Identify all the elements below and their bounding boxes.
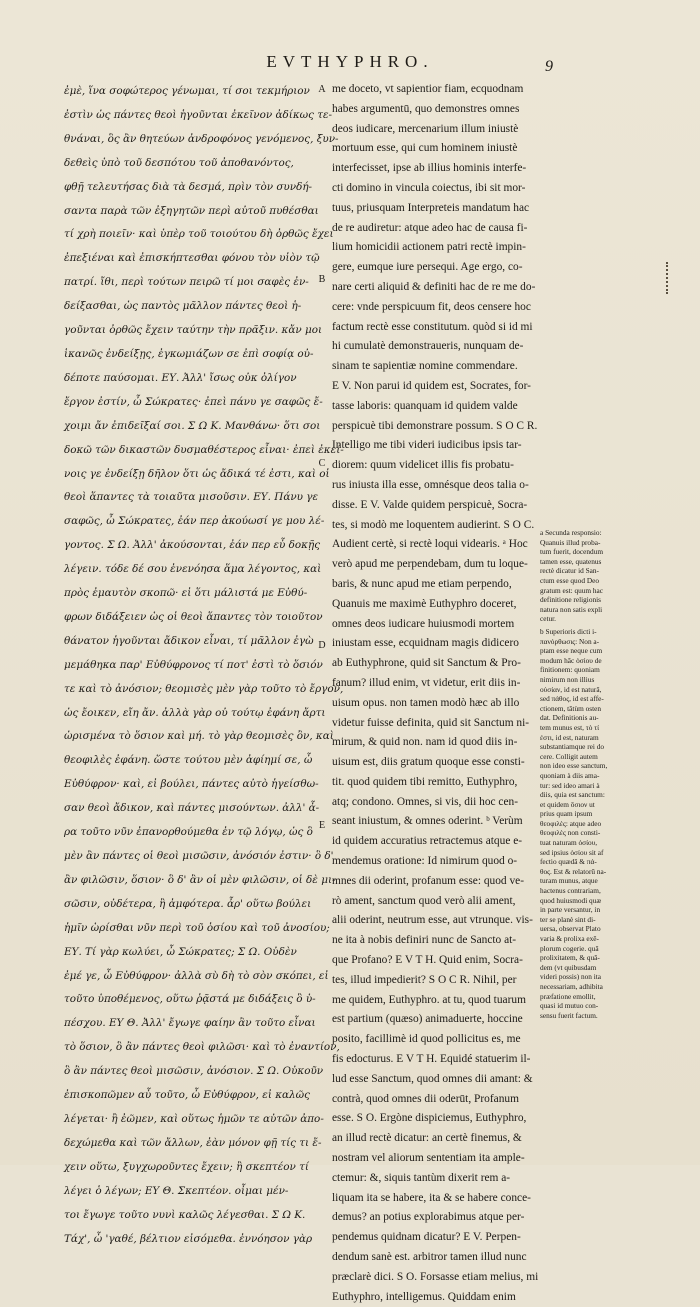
running-title: EVTHYPHRO. <box>266 52 434 71</box>
latin-text-line: videtur fuisse definita, quid sit Sanctum ni- <box>332 716 530 729</box>
latin-text-line: nostram vel aliorum sententiam ita ample- <box>332 1152 525 1165</box>
latin-text-line: tes, si modò me loquentem audierint. S O C. <box>332 518 535 531</box>
greek-text-line: ἐπεξιέναι καὶ ἐπισκήπτεσθαι φόνου τὸν υἱὸν τῷ <box>64 252 320 265</box>
latin-text-line: dendum sanè est. arbitror tamen illud nunc <box>332 1251 527 1264</box>
greek-text-line: μὲν ἂν πάντες οἱ θεοὶ μισῶσιν, ἀνόσιόν ἐστιν· ὃ δ' <box>64 850 334 862</box>
latin-text-column <box>332 80 539 1307</box>
margin-note-line: et quidem ὅσιον ut <box>540 799 595 809</box>
greek-text-line: δείξασθαι, ὡς παντὸς μᾶλλον πάντες θεοὶ ἡ- <box>64 300 302 313</box>
latin-text-line: præclarè dici. S O. Forsasse etiam melius, mi <box>332 1270 539 1283</box>
greek-text-line: ἱκανῶς ἐνδείξῃς, ἐγκωμιάζων σε ἐπὶ σοφίᾳ οὐ- <box>64 347 314 360</box>
margin-note-line: prolixitatem, & quā- <box>540 953 600 963</box>
margin-note-line: varia & prolixa exē- <box>540 934 599 943</box>
greek-text-line: ὃ ἂν πάντες θεοὶ μισῶσιν, ἀνόσιον. Σ Ω. Οὐκοῦν <box>64 1065 324 1078</box>
margin-note-line: quoniam à diis ama- <box>540 770 600 780</box>
margin-note-line: tem munus est, τὸ τί <box>540 722 600 732</box>
margin-note-line: Quanuis illud proba- <box>540 537 601 547</box>
latin-text-line: id quidem accuratius retractemus atque e- <box>332 835 523 848</box>
section-letter-a: A <box>318 84 326 95</box>
margin-note-line: θεοφιλὲς non consti- <box>540 828 601 838</box>
latin-text-line: de re audiretur: atque adeo hac de causa fi- <box>332 221 528 234</box>
greek-text-line: ΕΥ. Τί γὰρ κωλύει, ὦ Σώκρατες; Σ Ω. Οὐδὲν <box>64 945 297 958</box>
greek-text-line: μεμάθηκα παρ' Εὐθύφρονος τί ποτ' ἐστὶ τὸ ὅσιόν <box>64 658 323 671</box>
greek-text-line: λέγειν. τόδε δέ σου ἐνενόησα ἅμα λέγοντος, καὶ <box>64 563 322 576</box>
latin-text-line: diorem: quum videlicet illis fis probatu- <box>332 459 514 472</box>
latin-text-line: uisum est, diis gratum quoque esse consti- <box>332 756 525 769</box>
latin-text-line: Intelligo me tibi videri iudicibus ipsis tar- <box>332 439 522 452</box>
greek-text-line: γοῦνται ὀρθῶς ἔχειν ταύτην τὴν πρᾶξιν. κἄν μοι <box>64 324 323 337</box>
latin-text-line: posito, facillimè id quod pollicitus es, me <box>332 1033 521 1046</box>
margin-note-line: quod huiusmodi quæ <box>540 895 602 905</box>
latin-text-line: Audient certè, si rectè loqui videaris. ᵃ Hoc <box>332 538 528 551</box>
margin-note-line: πανόρθωσις: Non a- <box>540 636 600 646</box>
latin-text-line: cere: vnde perspicuum fit, deos censere hoc <box>332 300 531 313</box>
greek-text-line: θάνατον ἡγοῦνται ἄδικον εἶναι, τί μᾶλλον ἐγὼ <box>64 634 314 647</box>
latin-text-line: me quidem, Euthyphro. at tu, quod tuarum <box>332 993 526 1006</box>
latin-text-line: interfecisset, ipse ab illius hominis interfe- <box>332 162 527 175</box>
latin-text-line: ne ita à nobis definiri nunc de Sancto at- <box>332 934 517 947</box>
greek-text-line: πατρί. ἴθι, περὶ τούτων πειρῶ τί μοι σαφὲς ἐν- <box>64 276 309 289</box>
margin-note-line: dem (vt quibusdam <box>540 962 597 972</box>
margin-note-line: non ideo esse sanctum, <box>540 761 608 771</box>
latin-text-line: lud esse Sanctum, quod omnes dii amant: & <box>332 1072 533 1085</box>
margin-note-b <box>540 627 645 1020</box>
margin-note-line: cetur. <box>540 614 557 624</box>
margin-note-line: dat. Definitionis au- <box>540 713 599 723</box>
margin-note-line: ptam esse neque cum <box>540 646 603 656</box>
greek-text-line: σαν θεοὶ ἄδικον, καὶ πάντες μισούντων. ἀλλ' ἆ- <box>64 802 320 815</box>
greek-text-line: τοῦτο ὑποθέμενος, οὕτω ῥᾷστά με διδάξεις ὃ ὑ- <box>64 993 316 1006</box>
latin-text-line: factum rectè esse constitutum. quòd si id mi <box>332 320 533 333</box>
margin-note-line: tuat naturam ὁσίου, <box>540 838 598 848</box>
latin-text-line: seant iniustum, & omnes oderint. ᵇ Verùm <box>332 815 523 828</box>
greek-text-line: Εὐθύφρον· καὶ, εἰ βούλει, πάντες αὐτὸ ἡγείσθω- <box>64 778 319 791</box>
margin-note-line: præfatione emollit, <box>540 991 596 1001</box>
margin-note-line: prius quam ipsum <box>540 809 593 819</box>
latin-text-line: Quanuis me maximè Euthyphro doceret, <box>332 597 517 610</box>
margin-note-line: modum hāc ὁσίου de <box>540 655 602 665</box>
latin-text-line: alii oderint, neutrum esse, aut vtrunque. vis- <box>332 914 533 927</box>
margin-note-line: nimirum non illius <box>540 674 595 684</box>
margin-note-line: sed πάθος, id est affe- <box>540 694 604 704</box>
margin-mark <box>666 262 670 294</box>
greek-text-line: θνάναι, ὃς ἂν θητεύων ἀνδροφόνος γενόμενος, ξυν- <box>64 132 339 145</box>
margin-note-line: tur: sed ideo amari à <box>540 780 600 790</box>
latin-text-line: que Profano? E V T H. Quid enim, Socra- <box>332 954 523 967</box>
latin-text-line: rò ament, sanctum quod verò alii ament, <box>332 894 516 907</box>
greek-text-line: πρὸς ἐμαυτὸν σκοπῶ· εἰ ὅτι μάλιστά με Εὐθύ- <box>64 587 308 600</box>
greek-text-line: φρων διδάξειεν ὡς οἱ θεοὶ ἅπαντες τὸν τοιοῦτον <box>64 610 323 623</box>
greek-text-line: χειν οὕτω, ξυγχωροῦντες ἔχειν; ἢ σκεπτέον τί <box>64 1160 309 1173</box>
latin-text-line: verò apud me perpendebam, dum tu loque- <box>332 558 528 571</box>
margin-note-line: tum fuerit, docendum <box>540 547 604 557</box>
latin-text-line: tit. quod quidem tibi remitto, Euthyphro, <box>332 775 518 788</box>
margin-note-line: tamen esse, quatenus <box>540 556 602 566</box>
latin-text-line: me doceto, vt sapientior fiam, ecquodnam <box>332 83 524 95</box>
latin-text-line: pendemus quidnam dicatur? E V. Perpen- <box>332 1231 521 1244</box>
greek-text-line: δοκῶ τῶν δικαστῶν δυσμαθέστερος εἶναι· ἐπεὶ ἐκεί- <box>64 443 344 456</box>
latin-text-line: ctemur: &, siquis tantùm dixerit rem a- <box>332 1171 511 1184</box>
greek-text-line: ἔργον ἐστίν, ὦ Σώκρατες· ἐπεὶ πάνυ γε σαφῶς ἔ- <box>64 395 323 408</box>
margin-note-line: sed ipsius ὁσίου sit af <box>540 847 604 857</box>
margin-note-a <box>540 528 645 624</box>
section-letter-c: C <box>318 458 326 469</box>
latin-text-line: ab Euthyphrone, quid sit Sanctum & Pro- <box>332 657 521 670</box>
greek-text-column <box>64 80 344 1251</box>
margin-note-line: natura non satis expli <box>540 604 603 614</box>
greek-text-line: χοιμι ἄν ἐπιδεῖξαί σοι. Σ Ω Κ. Μανθάνω· ὅτι σοι <box>64 419 321 432</box>
margin-note-line: sensu fuerit factum. <box>540 1010 598 1020</box>
latin-text-line: perspicuè tibi demonstrare possum. S O C R. <box>332 419 538 432</box>
margin-note-line: οὐσίαν, id est naturā, <box>540 684 602 694</box>
latin-text-line: cti domino in vincula coiectus, ibi sit mor- <box>332 181 526 194</box>
greek-text-line: ἡμῖν ὡρίσθαι νῦν περὶ τοῦ ὁσίου καὶ τοῦ ἀνοσίου; <box>64 921 330 934</box>
greek-text-line: τε καὶ τὸ ἀνόσιον; θεομισὲς μὲν γὰρ τοῦτο τὸ ἔργον, <box>64 682 344 695</box>
margin-note-line: ctum esse quod Deo <box>540 575 599 585</box>
latin-text-line: tuus, priusquam Interpreteis mandatum hac <box>332 201 530 214</box>
latin-text-line: baris, & nunc apud me etiam perpendo, <box>332 577 512 590</box>
section-letter-d: D <box>318 640 326 651</box>
latin-text-line: nare certi aliquid & definiti hac de re me do- <box>332 280 536 293</box>
section-letter-e: E <box>318 820 326 831</box>
margin-note-line: b Superioris dicti i- <box>540 627 597 636</box>
greek-text-line: δέποτε παύσομαι. ΕΥ. Ἀλλ' ἴσως οὐκ ὀλίγον <box>64 371 297 384</box>
greek-text-line: ἂν φιλῶσιν, ὅσιον· ὃ δ' ἂν οἱ μὲν φιλῶσιν, οἱ δὲ μι- <box>64 873 336 886</box>
greek-text-line: ἐμέ γε, ὦ Εὐθύφρον· ἀλλὰ σὺ δὴ τὸ σὸν σκόπει, εἰ <box>64 969 329 982</box>
margin-note-line: fectio quædā & πά- <box>540 857 597 867</box>
margin-note-line: substantiamque rei do <box>540 742 605 752</box>
greek-text-line: σῶσιν, οὐδέτερα, ἢ ἀμφότερα. ἆρ' οὕτω βούλει <box>64 897 312 910</box>
greek-text-line: ἐμὲ, ἵνα σοφώτερος γένωμαι, τί σοι τεκμήριον <box>64 85 310 97</box>
latin-text-line: E V. Non parui id quidem est, Socrates, for- <box>332 379 531 392</box>
greek-text-line: ρα τοῦτο νῦν ἐπανορθούμεθα ἐν τῷ λόγῳ, ὡς ὃ <box>64 826 313 839</box>
latin-text-line: tasse laboris: quanquam id quidem valde <box>332 399 518 412</box>
section-letters <box>316 0 328 1165</box>
margin-note-line: necessariam, adhibita <box>540 981 603 991</box>
latin-text-line: tes, illud impedierit? S O C R. Nihil, per <box>332 973 517 986</box>
margin-note-line: a Secunda responsio: <box>540 528 602 537</box>
margin-note-line: definitione religionis <box>540 595 601 605</box>
greek-text-line: σαντα παρὰ τῶν ἐξηγητῶν περὶ αὐτοῦ πυθέσθαι <box>64 204 319 217</box>
latin-text-line: demus? an potius explorabimus atque per- <box>332 1211 525 1224</box>
margin-note-line: quasi id mutuo con- <box>540 1001 599 1011</box>
greek-text-line: ὡρισμένα τὸ ὅσιον καὶ μή. τὸ γὰρ θεομισὲς ὂν, καὶ <box>64 730 334 743</box>
latin-text-line: contrà, quod omnes dii oderūt, Profanum <box>332 1092 519 1105</box>
greek-text-line: λέγεται· ἢ ἐῶμεν, καὶ οὕτως ἡμῶν τε αὐτῶν ἀπο- <box>64 1112 324 1125</box>
greek-text-line: σαφῶς, ὦ Σώκρατες, ἐάν περ ἀκούωσί γε μου λέ- <box>64 515 325 528</box>
margin-note-line: cere. Colligit autem <box>540 751 598 761</box>
latin-text-line: Euthyphro, intelligemus. Quiddam enim <box>332 1290 516 1303</box>
greek-text-line: θεοὶ ἅπαντες τὰ τοιαῦτα μισοῦσιν. ΕΥ. Πάνυ γε <box>64 491 319 504</box>
greek-text-line: ἐστὶν ὡς πάντες θεοὶ ἡγοῦνται ἐκεῖνον ἀδίκως τε- <box>64 108 333 121</box>
latin-text-line: uisum opus. non tamen modò hæc ab illo <box>332 696 520 709</box>
latin-text-line: mortuum esse, qui cum hominem iniustè <box>332 142 518 155</box>
margin-note-line: videri possis) non ita <box>540 972 602 982</box>
margin-note-line: plorum cogerie. quā <box>540 943 599 953</box>
latin-text-line: hi cumulatè demonstraueris, nunquam de- <box>332 340 524 353</box>
latin-text-line: fis edocturus. E V T H. Equidé statuerim il- <box>332 1053 531 1066</box>
greek-text-line: γοντος. Σ Ω. Ἀλλ' ἀκούσονται, ἐάν περ εὖ δοκῇς <box>64 539 321 552</box>
greek-text-line: πέσχου. ΕΥ Θ. Ἀλλ' ἔγωγε φαίην ἂν τοῦτο εἶναι <box>64 1017 316 1030</box>
margin-note-line: gratum est: quum hac <box>540 585 604 595</box>
greek-text-line: δεχώμεθα καὶ τῶν ἄλλων, ἐὰν μόνον φῇ τίς τι ἔ- <box>64 1136 322 1149</box>
latin-text-line: rus iniusta illa esse, omnésque deos talia o- <box>332 478 529 491</box>
latin-text-line: fanum? illud enim, vt videtur, erit diis in- <box>332 676 521 689</box>
margin-note-line: rectè dicatur id San- <box>540 566 599 576</box>
greek-text-line: τὸ ὅσιον, ὃ ἂν πάντες θεοὶ φιλῶσι· καὶ τὸ ἐναντίον, <box>64 1041 340 1054</box>
greek-text-line: λέγει ὁ λέγων; ΕΥ Θ. Σκεπτέον. οἶμαι μέν- <box>64 1184 289 1197</box>
margin-note-line: turam munus, atque <box>540 876 598 886</box>
latin-text-line: lium homicidii actionem patri rectè impin- <box>332 241 526 254</box>
greek-text-line: τοι ἔγωγε τοῦτο νυνὶ καλῶς λέγεσθαι. Σ Ω Κ. <box>64 1208 306 1221</box>
section-letter-b: B <box>318 274 326 285</box>
latin-text-line: mendemus oratione: Id nimirum quod o- <box>332 855 518 868</box>
latin-text-line: atq; condono. Omnes, si vis, dii hoc cen- <box>332 795 519 808</box>
margin-note-line: uersa, observat Plato <box>540 924 601 934</box>
latin-text-line: iniustam esse, ecquidnam magis didicero <box>332 637 519 650</box>
margin-note-line: θεοφιλὲς: atque adeo <box>540 818 602 828</box>
greek-text-line: φθῇ τελευτήσας διὰ τὰ δεσμά, πρὶν τὸν συνδή- <box>64 180 313 193</box>
latin-text-line: esse. S O. Ergòne dispiciemus, Euthyphro, <box>332 1112 527 1125</box>
latin-text-line: mnes dii oderint, profanum esse: quod ve- <box>332 874 525 887</box>
latin-text-line: deos iudicare, mercenarium illum iniustè <box>332 122 519 135</box>
margin-note-line: diis, quia est sanctum: <box>540 790 605 800</box>
margin-note-line: ctionem, tātùm osten <box>540 703 601 713</box>
latin-text-line: mirum, & quid non. nam id quod diis in- <box>332 736 518 749</box>
latin-text-line: gere, eumque iure persequi. Age ergo, co- <box>332 261 523 274</box>
greek-text-line: ὡς ἔοικεν, εἴη ἄν. ἀλλὰ γὰρ οὐ τούτῳ ἐφάνη ἄρτι <box>64 706 326 719</box>
greek-text-line: Τάχ', ὦ 'γαθέ, βέλτιον εἰσόμεθα. ἐννόησον γὰρ <box>64 1232 313 1245</box>
greek-text-line: νοις γε ἐνδείξῃ δῆλον ὅτι ὡς ἄδικά τέ ἐστι, καὶ οἱ <box>64 467 330 480</box>
latin-text-line: habes argumentū, quo demonstres omnes <box>332 102 520 115</box>
latin-text-line: est partium (quæso) animaduerte, hoccine <box>332 1013 523 1026</box>
margin-note-line: ἐστι, id est, naturam <box>540 732 599 742</box>
latin-text-line: liquam ita se habere, ita & se habere conce- <box>332 1191 531 1204</box>
latin-text-line: disse. E V. Valde quidem perspicuè, Socra- <box>332 498 528 511</box>
margin-note-line: finitionem: quoniam <box>540 665 600 675</box>
greek-text-line: δεθεὶς ὑπὸ τοῦ δεσπότου τοῦ ἀποθανόντος, <box>64 156 294 169</box>
page-number: 9 <box>545 58 553 75</box>
latin-text-line: sinam te sapientiæ nomine commendare. <box>332 360 518 373</box>
margin-note-line: ter se planè sint di- <box>540 914 596 924</box>
latin-text-line: omnes deos iudicare huiusmodi mortem <box>332 617 515 630</box>
greek-text-line: ἐπισκοπῶμεν αὖ τοῦτο, ὦ Εὐθύφρον, εἰ καλῶς <box>64 1089 310 1102</box>
latin-text-line: an illud rectè dicatur: an certè finemus, & <box>332 1132 522 1145</box>
greek-text-line: θεοφιλὲς ἐφάνη. ὥστε τούτου μὲν ἀφίημί σε, ὦ <box>64 754 313 767</box>
greek-text-line: τί χρὴ ποιεῖν· καὶ ὑπὲρ τοῦ τοιούτου δὴ ὀρθῶς ἔχει <box>64 228 334 241</box>
margin-note-line: θος. Est & relatorū na- <box>540 866 607 876</box>
margin-note-line: hactenus contrariam, <box>540 886 601 896</box>
margin-note-line: in parte versantur, in <box>540 905 601 915</box>
